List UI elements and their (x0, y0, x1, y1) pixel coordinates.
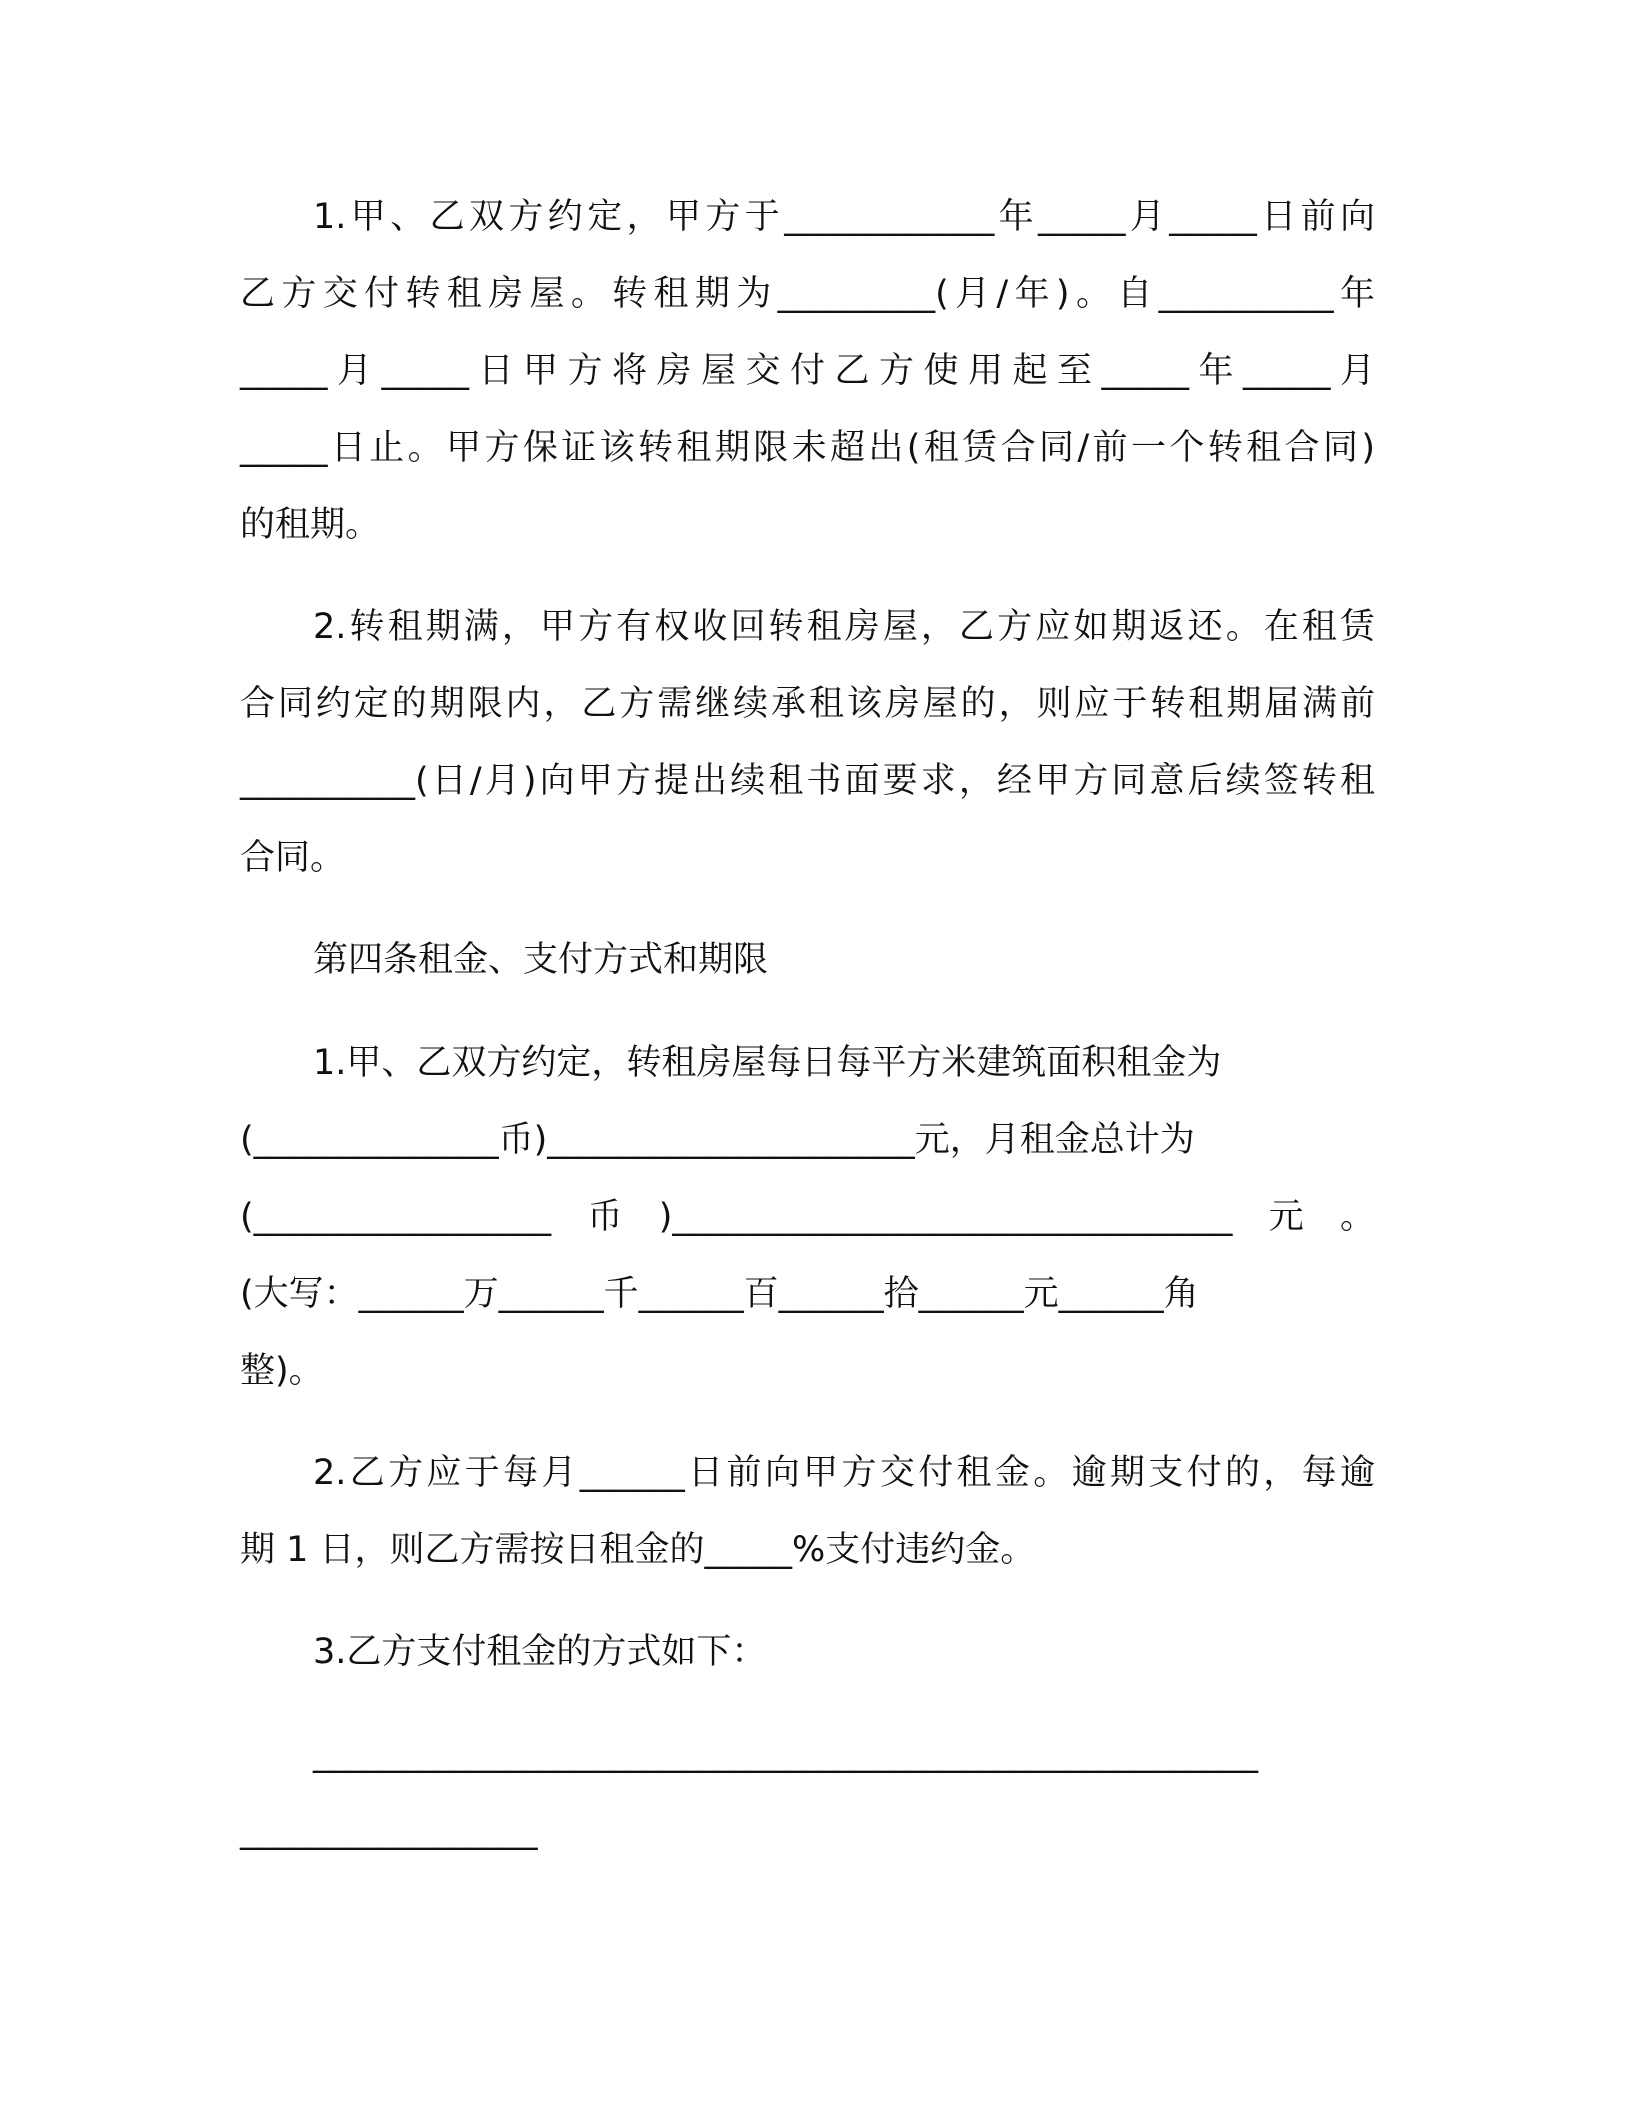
clause-3-item-2-line-1: 2.转租期满，甲方有权收回转租房屋，乙方应如期返还。在租赁 (313, 607, 1375, 647)
clause-3-item-2-line-2: 合同约定的期限内，乙方需继续承租该房屋的，则应于转租期届满前 (240, 684, 1375, 724)
clause-4-item-2-line-1: 2.乙方应于每月______日前向甲方交付租金。逾期支付的，每逾 (313, 1453, 1375, 1493)
clause-4-item-3-line-1: 3.乙方支付租金的方式如下： (313, 1632, 767, 1672)
clause-3-item-2-line-3: __________(日/月)向甲方提出续租书面要求，经甲方同意后续签转租 (240, 761, 1375, 801)
clause-3-item-1-line-1: 1.甲、乙双方约定，甲方于____________年_____月_____日前向 (313, 197, 1375, 237)
clause-4-item-1-line-2: (______________币)_____________________元，月租金总计为 (240, 1120, 1195, 1160)
clause-3-item-2-line-4: 合同。 (240, 838, 346, 878)
blank-line-2: _________________ (240, 1811, 538, 1851)
blank-line-1: ______________________________________________________ (313, 1734, 1258, 1774)
clause-4-item-2-line-2: 期 1 日，则乙方需按日租金的_____%支付违约金。 (240, 1530, 1036, 1570)
clause-4-item-1-line-4: (大写：______万______千______百______拾______元______角 (240, 1274, 1199, 1314)
clause-4-item-1-line-1: 1.甲、乙双方约定，转租房屋每日每平方米建筑面积租金为 (313, 1043, 1222, 1083)
clause-3-item-1-line-4: _____日止。甲方保证该转租期限未超出(租赁合同/前一个转租合同) (240, 428, 1375, 468)
clause-3-item-1-line-2: 乙方交付转租房屋。转租期为_________(月/年)。自__________年 (240, 274, 1375, 314)
clause-3-item-1-line-5: 的租期。 (240, 505, 381, 545)
clause-4-heading: 第四条租金、支付方式和期限 (313, 940, 769, 980)
clause-4-item-1-line-5: 整)。 (240, 1351, 324, 1391)
clause-4-item-1-line-3: (_________________币)________________________________元。 (240, 1197, 1375, 1237)
clause-3-item-1-line-3: _____月_____日甲方将房屋交付乙方使用起至_____年_____月 (240, 351, 1375, 391)
